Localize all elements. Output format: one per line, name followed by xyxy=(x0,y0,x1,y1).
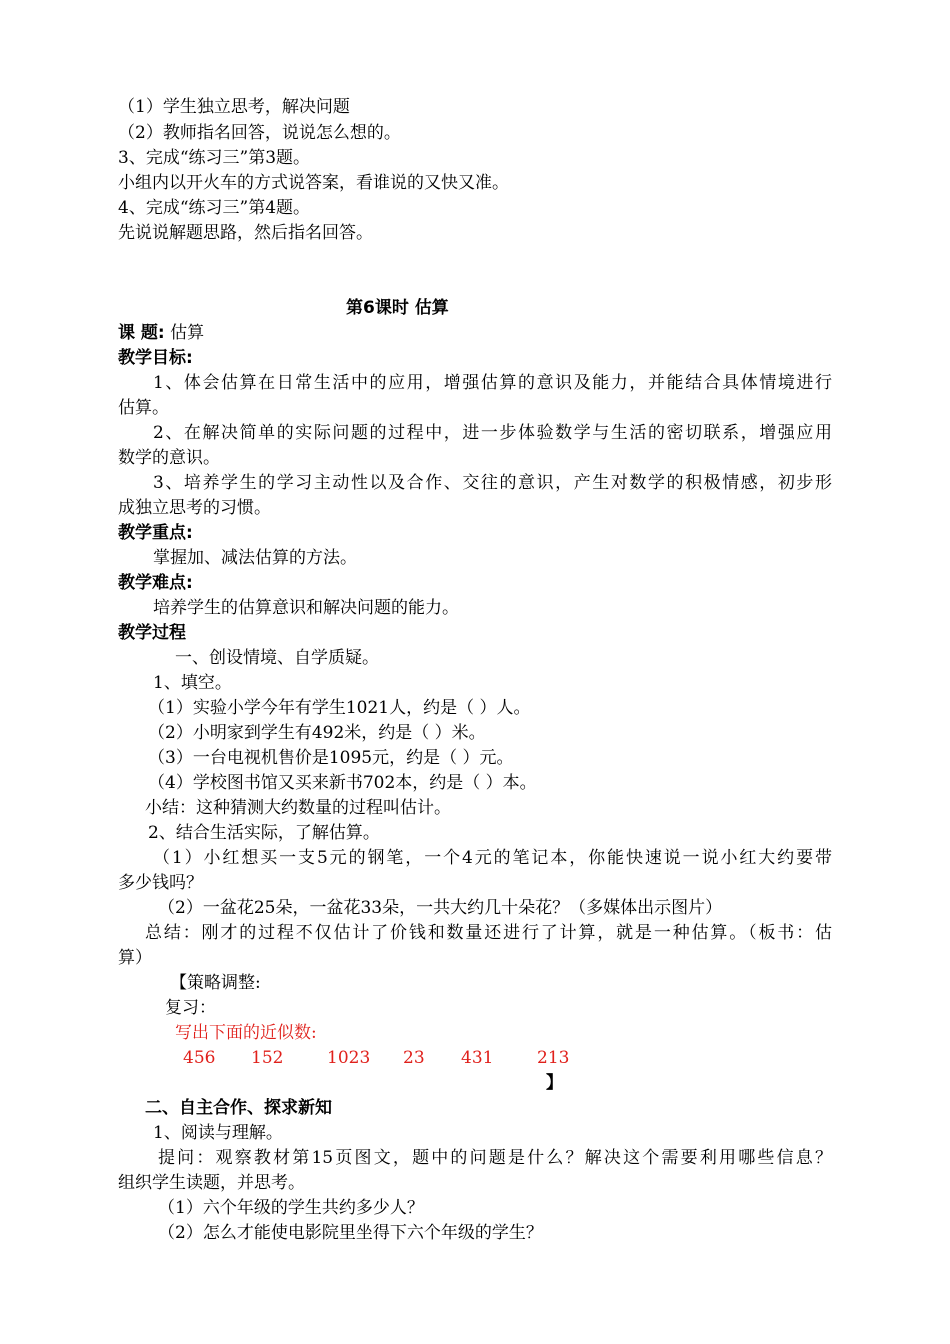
paragraph-line: 2、在解决简单的实际问题的过程中，进一步体验数学与生活的密切联系，增强应用 xyxy=(153,423,832,443)
approx-number: 1023 xyxy=(327,1048,371,1068)
paragraph-line: 算） xyxy=(118,948,152,968)
lesson-title: 第6课时 估算 xyxy=(346,298,449,318)
text-line: （1）学生独立思考，解决问题 xyxy=(118,97,350,117)
paragraph-line: 掌握加、减法估算的方法。 xyxy=(153,548,357,568)
paragraph-line: 成独立思考的习惯。 xyxy=(118,498,271,518)
subsection-heading: 一、创设情境、自学质疑。 xyxy=(175,648,379,668)
paragraph-line: 估算。 xyxy=(118,398,169,418)
paragraph-line: 1、体会估算在日常生活中的应用，增强估算的意识及能力，并能结合具体情境进行 xyxy=(153,373,832,393)
paragraph-line: 组织学生读题，并思考。 xyxy=(118,1173,305,1193)
topic-row xyxy=(118,321,204,345)
approx-number: 152 xyxy=(251,1048,284,1068)
text-line: （1）实验小学今年有学生1021人，约是（ ）人。 xyxy=(148,698,531,718)
section-heading: 教学重点: xyxy=(118,523,193,543)
text-line: 复习： xyxy=(165,998,216,1018)
text-line: 先说说解题思路，然后指名回答。 xyxy=(118,223,373,243)
section-heading: 教学目标: xyxy=(118,348,193,368)
text-line: 1、填空。 xyxy=(153,673,232,693)
text-line: 3、完成“练习三”第3题。 xyxy=(118,148,311,168)
text-line: （2）教师指名回答，说说怎么想的。 xyxy=(118,123,401,143)
paragraph-line: 多少钱吗？ xyxy=(118,873,203,893)
text-line: （3）一台电视机售价是1095元，约是（ ）元。 xyxy=(148,748,514,768)
section-heading: 教学过程 xyxy=(118,623,186,643)
approx-number: 23 xyxy=(403,1048,425,1068)
approx-number-row xyxy=(0,1046,700,1070)
approx-number: 431 xyxy=(461,1048,494,1068)
text-line: （1）六个年级的学生共约多少人？ xyxy=(158,1198,424,1218)
text-line: 2、结合生活实际，了解估算。 xyxy=(148,823,380,843)
text-line: （4）学校图书馆又买来新书702本，约是（ ）本。 xyxy=(148,773,537,793)
text-line: 4、完成“练习三”第4题。 xyxy=(118,198,311,218)
text-line: （2）小明家到学生有492米，约是（ ）米。 xyxy=(148,723,486,743)
paragraph-line: 培养学生的估算意识和解决问题的能力。 xyxy=(153,598,459,618)
text-line: 小组内以开火车的方式说答案，看谁说的又快又准。 xyxy=(118,173,509,193)
approx-number: 456 xyxy=(183,1048,216,1068)
text-line: 1、阅读与理解。 xyxy=(153,1123,283,1143)
paragraph-line: 总结：刚才的过程不仅估计了价钱和数量还进行了计算，就是一种估算。（板书：估 xyxy=(145,923,832,943)
paragraph-line: 3、培养学生的学习主动性以及合作、交往的意识，产生对数学的积极情感，初步形 xyxy=(153,473,832,493)
topic-value: 估算 xyxy=(170,323,205,343)
topic-label: 课 题: xyxy=(118,323,165,343)
paragraph-line: 数学的意识。 xyxy=(118,448,220,468)
subsection-heading: 二、自主合作、探求新知 xyxy=(145,1098,332,1118)
bracket-close: 】 xyxy=(546,1073,563,1093)
paragraph-line: 提问：观察教材第15页图文，题中的问题是什么？解决这个需要利用哪些信息？ xyxy=(158,1148,832,1168)
strategy-heading: 【策略调整: xyxy=(170,973,261,993)
text-line: 小结：这种猜测大约数量的过程叫估计。 xyxy=(145,798,451,818)
approx-prompt: 写出下面的近似数: xyxy=(175,1023,317,1043)
text-line: （2）怎么才能使电影院里坐得下六个年级的学生？ xyxy=(158,1223,543,1243)
text-line: （2）一盆花25朵，一盆花33朵，一共大约几十朵花？（多媒体出示图片） xyxy=(158,898,723,918)
approx-number: 213 xyxy=(537,1048,570,1068)
paragraph-line: （1）小红想买一支5元的钢笔，一个4元的笔记本，你能快速说一说小红大约要带 xyxy=(153,848,832,868)
section-heading: 教学难点: xyxy=(118,573,193,593)
